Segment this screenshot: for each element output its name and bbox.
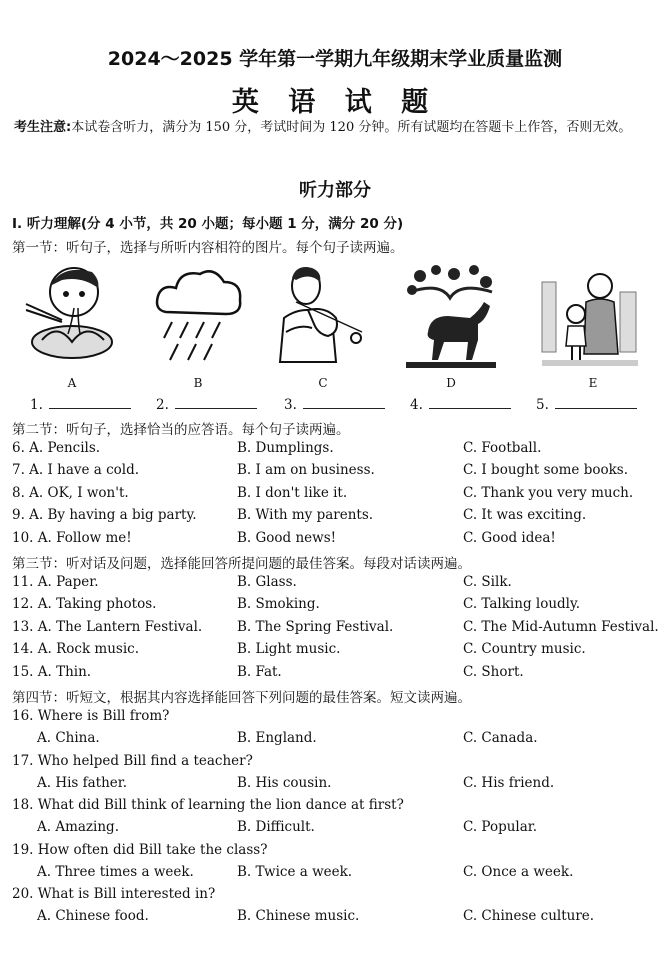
option-b[interactable]: B. Light music. — [237, 641, 341, 658]
boy-eating-noodles-icon — [22, 262, 122, 372]
option-c[interactable]: C. Football. — [463, 440, 542, 456]
option-c[interactable]: C. The Mid-Autumn Festival. — [463, 618, 659, 635]
option-b[interactable]: B. His cousin. — [237, 774, 332, 791]
part-title: 听力部分 — [299, 180, 371, 201]
option-a[interactable]: 10. A. Follow me! — [12, 529, 132, 546]
s3-instruction: 第三节：听对话及问题，选择能回答所提问题的最佳答案。每段对话读两遍。 — [12, 556, 471, 572]
option-c[interactable]: C. Good idea! — [463, 529, 556, 546]
option-b[interactable]: B. I am on business. — [237, 462, 375, 479]
option-a[interactable]: A. Amazing. — [37, 819, 119, 836]
man-playing-violin-icon — [266, 262, 366, 372]
option-b[interactable]: B. The Spring Festival. — [237, 618, 394, 635]
option-c[interactable]: C. I bought some books. — [463, 462, 629, 479]
answer-blank-3[interactable] — [284, 396, 385, 413]
section-heading: Ⅰ. 听力理解(分 4 小节，共 20 小题；每小题 1 分，满分 20 分) — [12, 216, 404, 232]
option-a[interactable]: 8. A. OK, I won't. — [12, 484, 129, 501]
option-b[interactable]: B. With my parents. — [237, 507, 374, 524]
option-a[interactable]: 7. A. I have a cold. — [12, 462, 140, 479]
answer-blank-2[interactable] — [156, 396, 257, 413]
option-b[interactable]: B. Chinese music. — [237, 908, 360, 925]
option-a[interactable]: 12. A. Taking photos. — [12, 596, 157, 613]
option-b[interactable]: B. Twice a week. — [237, 863, 353, 880]
notice-label: 考生注意: — [14, 120, 72, 135]
s2-instruction: 第二节：听句子，选择恰当的应答语。每个句子读两遍。 — [12, 422, 350, 438]
exam-title: 2024～2025 学年第一学期九年级期末学业质量监测 — [107, 48, 563, 70]
question-text: 16. Where is Bill from? — [12, 708, 170, 724]
notice-text: 本试卷含听力，满分为 150 分，考试时间为 120 分钟。所有试题均在答题卡上作答，否则无效。 — [71, 120, 632, 135]
option-b[interactable]: B. Good news! — [237, 529, 337, 546]
option-a[interactable]: A. Three times a week. — [37, 863, 194, 880]
option-c[interactable]: C. His friend. — [463, 774, 555, 791]
paper-cut-deer-icon — [400, 262, 500, 372]
option-c[interactable]: C. Silk. — [463, 574, 512, 590]
question-text: 19. How often did Bill take the class? — [12, 841, 268, 858]
picture-label-d: D — [446, 376, 456, 390]
picture-label-c: C — [318, 376, 328, 390]
option-a[interactable]: 9. A. By having a big party. — [12, 507, 197, 524]
option-b[interactable]: B. Dumplings. — [237, 440, 334, 456]
exam-notice — [14, 116, 658, 140]
blank-number: 5. — [536, 397, 549, 413]
option-b[interactable]: B. England. — [237, 730, 317, 747]
option-a[interactable]: 13. A. The Lantern Festival. — [12, 618, 203, 635]
option-b[interactable]: B. Fat. — [237, 663, 282, 680]
option-c[interactable]: C. Chinese culture. — [463, 908, 595, 925]
picture-label-a: A — [67, 376, 77, 390]
option-b[interactable]: B. Difficult. — [237, 819, 315, 836]
answer-blank-5[interactable] — [536, 396, 637, 413]
option-c[interactable]: C. Thank you very much. — [463, 484, 634, 501]
option-b[interactable]: B. I don't like it. — [237, 484, 348, 501]
question-text: 18. What did Bill think of learning the lion dance at first? — [12, 797, 404, 813]
s1-instruction: 第一节：听句子，选择与所听内容相符的图片。每个句子读两遍。 — [12, 240, 404, 256]
blank-number: 1. — [30, 397, 43, 413]
question-text: 17. Who helped Bill find a teacher? — [12, 752, 253, 769]
option-a[interactable]: A. China. — [37, 730, 100, 747]
answer-blank-4[interactable] — [410, 396, 511, 413]
answer-blank-1[interactable] — [30, 396, 131, 413]
option-c[interactable]: C. Short. — [463, 663, 524, 680]
option-a[interactable]: 14. A. Rock music. — [12, 641, 140, 658]
option-c[interactable]: C. Canada. — [463, 730, 538, 747]
option-c[interactable]: C. Popular. — [463, 819, 538, 836]
option-c[interactable]: C. Country music. — [463, 641, 586, 658]
s4-instruction: 第四节：听短文，根据其内容选择能回答下列问题的最佳答案。短文读两遍。 — [12, 690, 471, 706]
blank-number: 3. — [284, 397, 297, 413]
grandmother-and-girl-icon — [540, 262, 640, 372]
blank-number: 4. — [410, 397, 423, 413]
option-c[interactable]: C. It was exciting. — [463, 507, 587, 524]
option-b[interactable]: B. Glass. — [237, 574, 297, 590]
option-b[interactable]: B. Smoking. — [237, 596, 320, 613]
option-a[interactable]: 6. A. Pencils. — [12, 440, 101, 456]
option-a[interactable]: 11. A. Paper. — [12, 574, 99, 590]
question-text: 20. What is Bill interested in? — [12, 886, 216, 902]
picture-label-b: B — [193, 376, 203, 390]
option-a[interactable]: 15. A. Thin. — [12, 663, 92, 680]
blank-number: 2. — [156, 397, 169, 413]
subject-title: 英 语 试 题 — [231, 87, 439, 118]
option-a[interactable]: A. His father. — [37, 774, 128, 791]
option-c[interactable]: C. Talking loudly. — [463, 596, 581, 613]
rain-cloud-icon — [148, 262, 248, 372]
option-c[interactable]: C. Once a week. — [463, 863, 574, 880]
option-a[interactable]: A. Chinese food. — [37, 908, 149, 925]
picture-label-e: E — [588, 376, 598, 390]
